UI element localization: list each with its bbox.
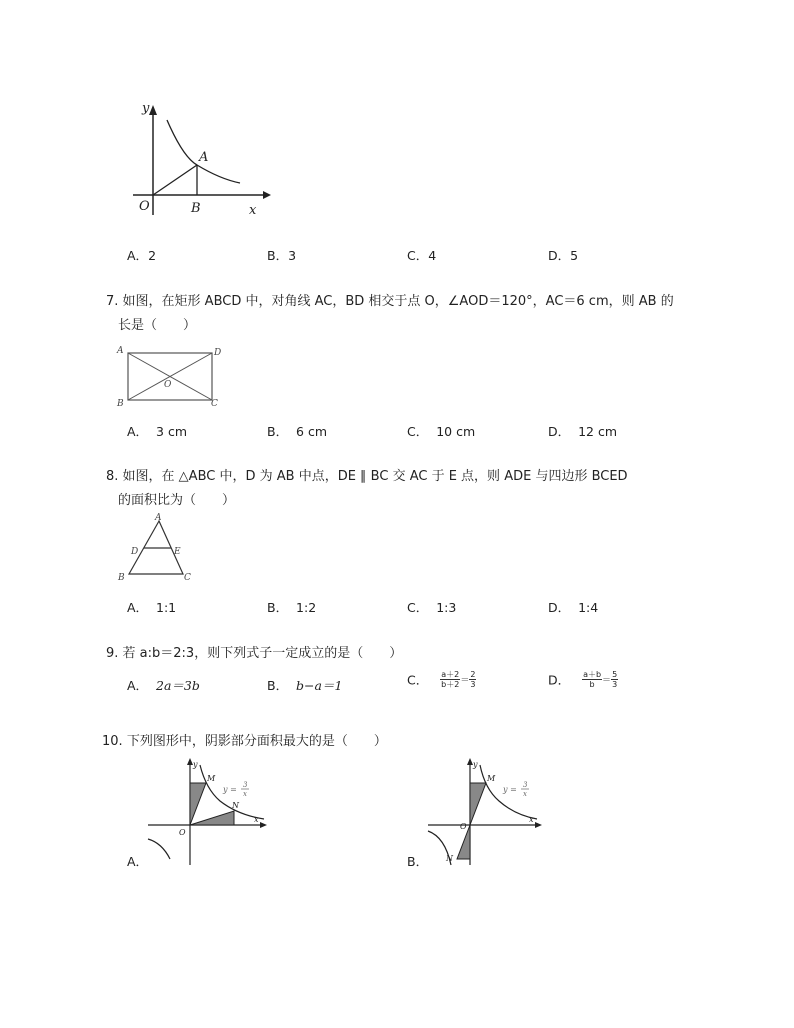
graph-b-label-n: N <box>446 854 453 863</box>
option-letter: B． <box>267 248 289 263</box>
graph-a-shaded-triangle-n <box>190 811 234 825</box>
option-text: 2 <box>148 248 157 263</box>
q8-figure <box>115 510 200 585</box>
graph-a-x-arrow <box>260 822 267 828</box>
q9-option-c[interactable]: C． $\frac{a+2}{b+2}$ ＝ $\frac{2}{3}$ <box>407 670 476 689</box>
option-letter: A． <box>127 248 149 263</box>
option-letter: C． <box>407 248 429 263</box>
option-text: 3 cm <box>156 424 187 439</box>
option-letter: A． <box>127 424 149 439</box>
q10-graph-a[interactable] <box>140 755 275 870</box>
fraction-rhs: $\frac{2}{3}$ <box>470 670 476 689</box>
graph-b-label-x: x <box>529 815 534 824</box>
q8-label-c: C <box>184 573 191 583</box>
q6-label-b: B <box>191 201 201 216</box>
q7-option-d[interactable] <box>548 422 617 440</box>
option-letter: D． <box>548 672 571 688</box>
q6-label-o: O <box>139 199 150 214</box>
q9-option-a[interactable] <box>127 676 200 694</box>
option-letter: D． <box>548 248 571 263</box>
option-text: 3 <box>288 248 297 263</box>
q8-label-d: D <box>131 547 139 557</box>
option-letter: C． <box>407 600 429 615</box>
graph-b-label-o: O <box>460 822 467 831</box>
q7-label-b: B <box>117 399 124 408</box>
fraction-lhs: $\frac{a+2}{b+2}$ <box>441 670 460 689</box>
graph-b-fn-lhs: y = <box>503 785 517 794</box>
q7-label-c: C <box>211 399 218 408</box>
q7-number: 7. <box>106 294 119 309</box>
option-letter: B． <box>267 600 289 615</box>
q7-option-c[interactable] <box>407 422 475 440</box>
option-text: b−a＝1 <box>296 678 343 693</box>
q7-figure <box>115 343 230 408</box>
q6-option-d[interactable] <box>548 246 578 264</box>
option-text: 1:2 <box>296 600 317 615</box>
graph-b-shaded-triangle-m <box>470 783 486 825</box>
q6-label-x: x <box>249 203 257 218</box>
q7-text-line1: 如图，在矩形 ABCD 中，对角线 AC，BD 相交于点 O，∠AOD＝120°，AC＝6 cm，则 AB 的 <box>122 294 674 309</box>
graph-a-label-x: x <box>254 815 259 824</box>
option-letter: B． <box>267 678 289 693</box>
graph-b-fn-num: 3 <box>523 781 528 789</box>
graph-a-fn-lhs: y = <box>223 785 237 794</box>
q8-label-e: E <box>174 547 181 557</box>
option-text: 1:4 <box>578 600 599 615</box>
graph-b-label-m: M <box>487 774 496 783</box>
q6-option-c[interactable] <box>407 246 436 264</box>
q6-label-a: A <box>199 150 209 165</box>
q8-stem-line1 <box>106 465 628 484</box>
graph-a-hyperbola-q3 <box>148 839 170 859</box>
option-text: 4 <box>428 248 437 263</box>
q7-option-a[interactable] <box>127 422 187 440</box>
q10-stem <box>102 730 387 749</box>
q9-number: 9. <box>106 646 119 661</box>
q9-stem <box>106 642 402 661</box>
q8-option-a[interactable] <box>127 598 176 616</box>
fraction-lhs: $\frac{a+b}{b}$ <box>583 670 602 689</box>
q10-text: 下列图形中，阴影部分面积最大的是（ ） <box>126 734 387 749</box>
q6-x-axis-arrow <box>263 191 271 199</box>
q7-stem-line2: 长是（ ） <box>118 318 197 333</box>
q8-option-c[interactable] <box>407 598 456 616</box>
option-text: 12 cm <box>578 424 618 439</box>
graph-b-fn-den: x <box>523 790 527 798</box>
graph-a-fn-num: 3 <box>243 781 248 789</box>
graph-b-x-arrow <box>535 822 542 828</box>
q7-label-d: D <box>214 348 222 358</box>
graph-a-label-n: N <box>232 801 239 810</box>
q10-graph-b[interactable] <box>425 755 550 870</box>
q8-stem-line2: 的面积比为（ ） <box>118 493 236 508</box>
option-text: 1:3 <box>436 600 457 615</box>
q6-segment-oa <box>153 165 197 195</box>
q9-option-b[interactable] <box>267 676 342 694</box>
option-letter: C． <box>407 424 429 439</box>
option-letter: D． <box>548 424 571 439</box>
option-text: 6 cm <box>296 424 328 439</box>
q7-label-o: O <box>164 380 172 390</box>
option-letter: B． <box>267 424 289 439</box>
option-text: 1:1 <box>156 600 177 615</box>
q6-option-a[interactable] <box>127 246 156 264</box>
graph-a-label-m: M <box>207 774 216 783</box>
q8-label-b: B <box>118 573 125 583</box>
q8-label-a: A <box>155 513 162 523</box>
q8-option-b[interactable] <box>267 598 316 616</box>
q6-label-y: y <box>142 101 150 116</box>
option-text: 10 cm <box>436 424 476 439</box>
option-letter: C． <box>407 672 429 688</box>
q7-stem-line1 <box>106 290 674 309</box>
option-text: 5 <box>570 248 579 263</box>
graph-a-label-y: y <box>193 760 198 769</box>
q8-text-line1: 如图，在 △ABC 中，D 为 AB 中点，DE ∥ BC 交 AC 于 E 点，则 ADE 与四边形 BCED <box>122 469 628 484</box>
q10-option-a[interactable]: A． <box>127 854 149 869</box>
q6-figure <box>125 95 275 220</box>
graph-a-shaded-triangle-m <box>190 783 206 825</box>
graph-a-label-o: O <box>179 828 186 837</box>
graph-a-fn-den: x <box>243 790 247 798</box>
q8-number: 8. <box>106 469 119 484</box>
graph-b-label-y: y <box>473 760 478 769</box>
q6-option-b[interactable] <box>267 246 296 264</box>
q8-option-d[interactable] <box>548 598 598 616</box>
q6-y-axis-arrow <box>149 105 157 115</box>
fraction-rhs: $\frac{5}{3}$ <box>612 670 618 689</box>
q7-option-b[interactable] <box>267 422 327 440</box>
q9-text: 若 a:b＝2:3，则下列式子一定成立的是（ ） <box>122 646 403 661</box>
q9-option-d[interactable]: D． $\frac{a+b}{b}$ ＝ $\frac{5}{3}$ <box>548 670 618 689</box>
option-letter: A． <box>127 678 149 693</box>
q7-label-a: A <box>117 346 124 356</box>
q10-number: 10. <box>102 734 123 749</box>
q10-option-b[interactable]: B． <box>407 854 429 869</box>
option-letter: A． <box>127 600 149 615</box>
option-text: 2a＝3b <box>156 678 200 693</box>
option-letter: D． <box>548 600 571 615</box>
